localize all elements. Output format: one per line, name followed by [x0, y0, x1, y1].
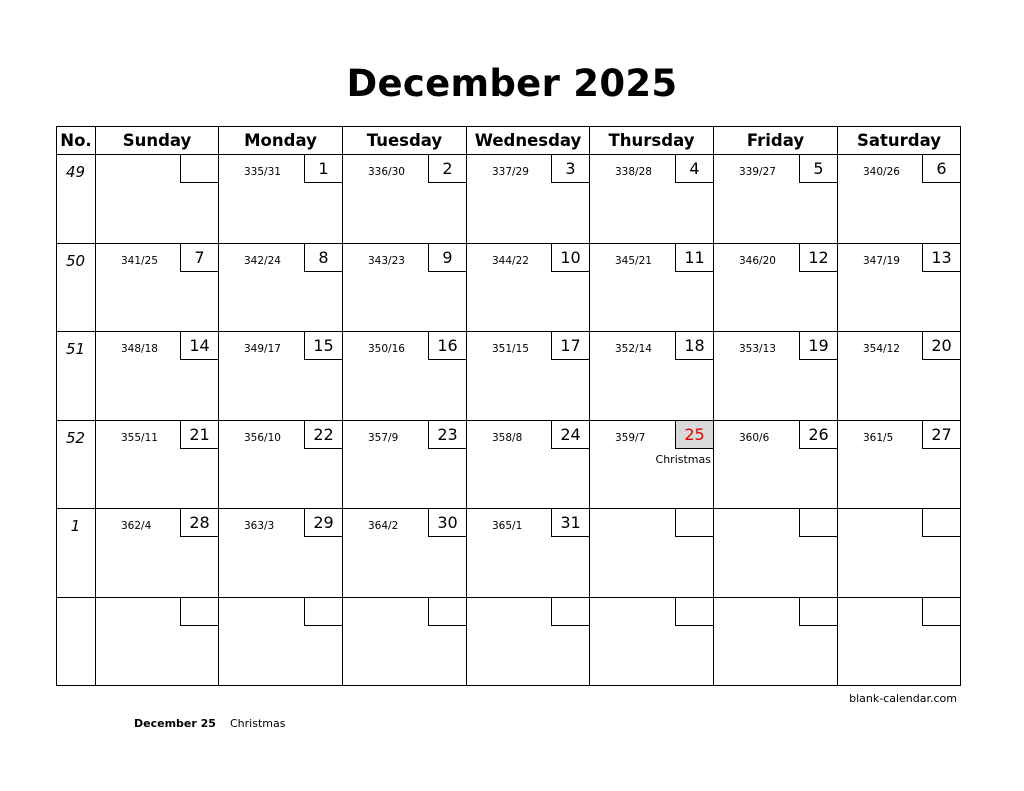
day-of-year: 350/16: [368, 343, 405, 355]
week-number-cell: [57, 155, 95, 243]
day-of-year: 352/14: [615, 343, 652, 355]
day-of-year: 340/26: [863, 166, 900, 178]
day-cell[interactable]: [713, 598, 837, 687]
date-number: [675, 509, 713, 537]
week-number-cell: [57, 244, 95, 332]
date-number: 21: [180, 421, 218, 449]
day-cell[interactable]: [466, 155, 589, 243]
day-cell[interactable]: [342, 509, 466, 597]
week-number: 52: [65, 428, 86, 447]
header-label: No.: [60, 131, 92, 150]
day-of-year: 357/9: [368, 431, 399, 444]
week-number: 1: [70, 517, 81, 535]
day-cell[interactable]: [342, 421, 466, 509]
date-number: 19: [799, 332, 837, 360]
day-cell[interactable]: [713, 509, 837, 597]
date-number: 11: [675, 244, 713, 272]
day-of-year: 356/10: [244, 431, 281, 444]
header-row: [57, 127, 960, 155]
date-number: 15: [304, 332, 342, 360]
date-number: [922, 598, 960, 626]
day-of-year: 342/24: [244, 254, 281, 267]
day-of-year: 336/30: [368, 166, 405, 178]
day-cell[interactable]: [837, 155, 960, 243]
day-cell[interactable]: [589, 244, 713, 332]
header-label: Friday: [746, 131, 805, 150]
date-number: 2: [428, 155, 466, 183]
date-number: 3: [551, 155, 589, 183]
holiday-legend-name: Christmas: [230, 717, 286, 730]
day-cell[interactable]: [218, 155, 342, 243]
date-number: 1: [304, 155, 342, 183]
day-of-year: 351/15: [492, 343, 529, 355]
day-cell[interactable]: [466, 332, 589, 420]
week-row: [57, 421, 960, 510]
day-of-year: 346/20: [739, 254, 776, 267]
day-of-year: 345/21: [615, 254, 652, 267]
header-day-wednesday: [466, 127, 589, 154]
date-number: 31: [551, 509, 589, 537]
date-number: 4: [675, 155, 713, 183]
calendar-title: December 2025: [346, 62, 678, 105]
week-number: 49: [65, 163, 86, 181]
date-number: 5: [799, 155, 837, 183]
header-label: Sunday: [122, 131, 192, 150]
header-day-tuesday: [342, 127, 466, 154]
day-cell[interactable]: [713, 421, 837, 509]
date-number: 16: [428, 332, 466, 360]
date-number: 27: [922, 421, 960, 449]
date-number: [304, 598, 342, 626]
day-cell[interactable]: [95, 244, 218, 332]
date-number: 28: [180, 509, 218, 537]
date-number: [675, 598, 713, 626]
header-day-thursday: [589, 127, 713, 154]
day-of-year: 337/29: [492, 166, 529, 178]
date-number: [551, 598, 589, 626]
day-cell[interactable]: [837, 509, 960, 597]
day-cell[interactable]: [713, 155, 837, 243]
date-number: 29: [304, 509, 342, 537]
day-of-year: 362/4: [121, 520, 152, 532]
header-label: Wednesday: [474, 131, 582, 150]
week-row: [57, 598, 960, 687]
day-cell[interactable]: [466, 509, 589, 597]
holiday-date-number: 25: [675, 421, 713, 449]
date-number: [180, 598, 218, 626]
week-row: [57, 244, 960, 333]
header-label: Monday: [244, 131, 317, 150]
date-number: 6: [922, 155, 960, 183]
date-number: 9: [428, 244, 466, 272]
day-of-year: 358/8: [492, 431, 523, 444]
date-number: [799, 509, 837, 537]
day-of-year: 359/7: [615, 431, 646, 444]
date-number: 30: [428, 509, 466, 537]
week-number-cell: [57, 509, 95, 597]
day-cell[interactable]: [342, 155, 466, 243]
day-cell[interactable]: [589, 509, 713, 597]
day-of-year: 365/1: [492, 520, 523, 532]
day-of-year: 343/23: [368, 254, 405, 267]
day-cell[interactable]: [466, 244, 589, 332]
day-cell[interactable]: [837, 244, 960, 332]
date-number: 10: [551, 244, 589, 272]
day-of-year: 361/5: [863, 431, 894, 444]
date-number: 24: [551, 421, 589, 449]
day-cell[interactable]: [342, 244, 466, 332]
date-number: 23: [428, 421, 466, 449]
day-of-year: 338/28: [615, 166, 652, 178]
header-label: Tuesday: [366, 131, 443, 150]
date-number: 18: [675, 332, 713, 360]
week-row: [57, 155, 960, 244]
header-label: Thursday: [608, 131, 695, 150]
day-of-year: 335/31: [244, 166, 281, 178]
date-number: 8: [304, 244, 342, 272]
day-of-year: 355/11: [121, 431, 158, 444]
day-cell[interactable]: [218, 598, 342, 687]
day-cell[interactable]: [589, 332, 713, 420]
header-day-monday: [218, 127, 342, 154]
date-number: 12: [799, 244, 837, 272]
day-cell[interactable]: [342, 598, 466, 687]
day-of-year: 339/27: [739, 166, 776, 178]
day-cell[interactable]: [95, 155, 218, 243]
date-number: [428, 598, 466, 626]
day-cell[interactable]: [466, 421, 589, 509]
date-number: [180, 155, 218, 183]
day-of-year: 364/2: [368, 520, 399, 532]
day-of-year: 348/18: [121, 343, 158, 355]
header-day-saturday: [837, 127, 960, 154]
date-number: 7: [180, 244, 218, 272]
day-cell[interactable]: [218, 244, 342, 332]
site-credit: blank-calendar.com: [849, 692, 957, 705]
day-cell[interactable]: [95, 421, 218, 509]
day-cell[interactable]: [218, 509, 342, 597]
week-number-cell: [57, 332, 95, 420]
date-number: 17: [551, 332, 589, 360]
day-cell[interactable]: [342, 332, 466, 420]
header-day-sunday: [95, 127, 218, 154]
day-cell[interactable]: [218, 332, 342, 420]
day-of-year: 363/3: [244, 520, 275, 532]
date-number: 14: [180, 332, 218, 360]
week-row: [57, 509, 960, 598]
day-of-year: 344/22: [492, 254, 529, 267]
day-cell[interactable]: [95, 598, 218, 687]
week-number-cell: [57, 421, 95, 509]
week-number-cell: [57, 598, 95, 687]
calendar-grid: [56, 126, 961, 686]
date-number: 13: [922, 244, 960, 272]
header-week-number: [57, 127, 95, 154]
holiday-label: Christmas: [655, 452, 711, 466]
date-number: [922, 509, 960, 537]
day-cell[interactable]: [466, 598, 589, 687]
week-number: 50: [65, 251, 86, 270]
day-of-year: 341/25: [121, 254, 158, 267]
day-cell[interactable]: [837, 598, 960, 687]
day-of-year: 354/12: [863, 343, 900, 355]
day-cell[interactable]: [95, 332, 218, 420]
week-number: 51: [65, 340, 86, 358]
day-of-year: 353/13: [739, 343, 776, 355]
day-of-year: 360/6: [739, 431, 770, 444]
date-number: 20: [922, 332, 960, 360]
day-cell[interactable]: [95, 509, 218, 597]
header-day-friday: [713, 127, 837, 154]
week-row: [57, 332, 960, 421]
day-cell[interactable]: [589, 598, 713, 687]
day-cell[interactable]: [837, 421, 960, 509]
day-of-year: 347/19: [863, 254, 900, 267]
date-number: 22: [304, 421, 342, 449]
day-cell[interactable]: [713, 332, 837, 420]
date-number: 26: [799, 421, 837, 449]
header-label: Saturday: [857, 131, 941, 150]
day-cell[interactable]: [589, 421, 713, 509]
holiday-legend-date: December 25: [134, 717, 216, 730]
day-cell[interactable]: [218, 421, 342, 509]
day-cell[interactable]: [589, 155, 713, 243]
date-number: [799, 598, 837, 626]
day-cell[interactable]: [837, 332, 960, 420]
day-cell[interactable]: [713, 244, 837, 332]
day-of-year: 349/17: [244, 343, 281, 355]
